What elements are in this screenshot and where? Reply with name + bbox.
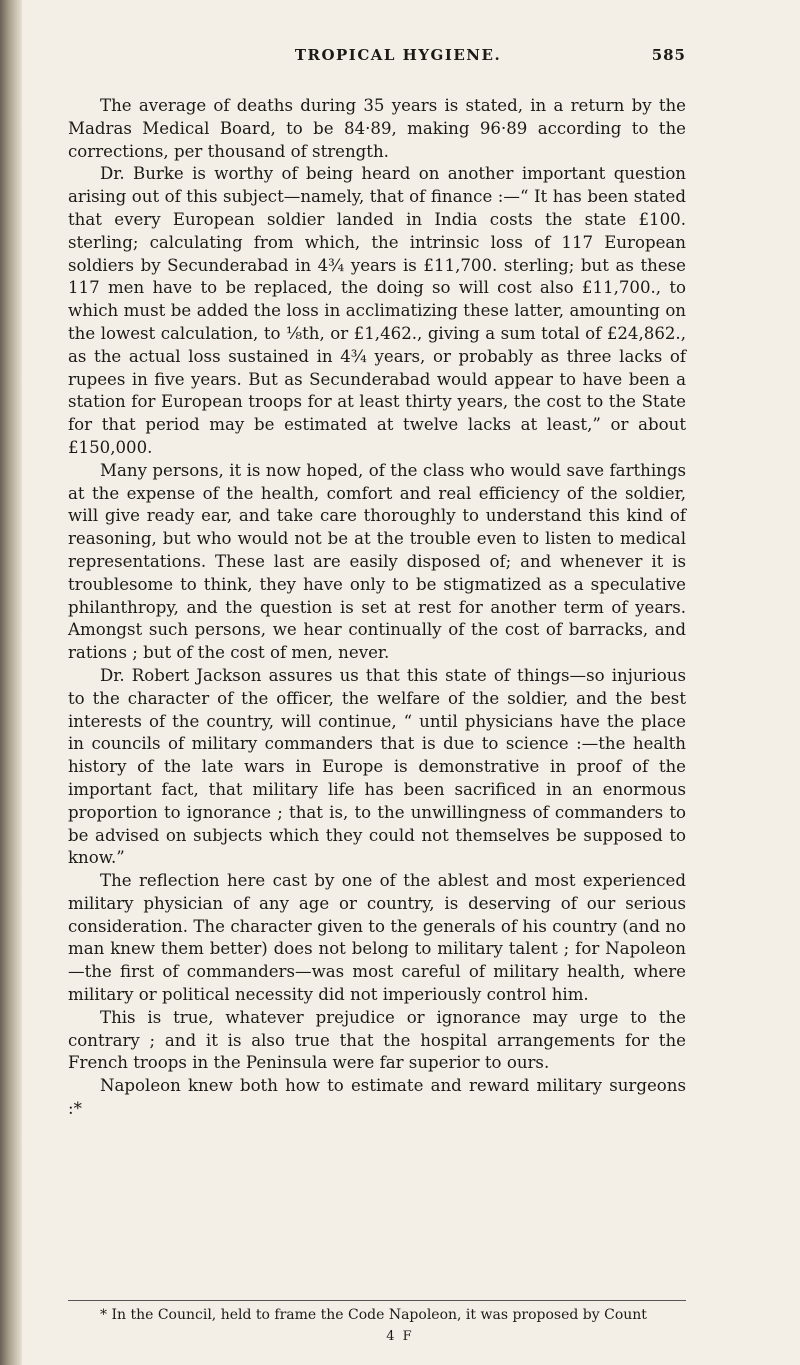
binding-gutter xyxy=(0,0,22,1365)
printer-signature: 4 F xyxy=(386,1329,414,1344)
footnote-divider xyxy=(68,1300,686,1301)
paragraph: The average of deaths during 35 years is stated, in a return by the Madras Medical Board, to be 84·89, making 96·89 according to the corrections, per thousand of strength. xyxy=(68,96,686,161)
footnote xyxy=(68,1306,686,1324)
page-number: 585 xyxy=(651,46,686,64)
paragraph: This is true, whatever prejudice or ignorance may urge to the contrary ; and it is also true that the hospital arrangements for the French troops in the Peninsula were far superior to ours. xyxy=(68,1007,686,1073)
paragraph: Many persons, it is now hoped, of the class who would save farthings at the expense of the health, comfort and real efficiency of the soldier, will give ready ear, and take care thoroughly to understand this kind of reasoning, but who would not be at the trouble even to listen to medical representations. These last are easily disposed of; and whenever it is troublesome to think, they have only to be stigmatized as a speculative philanthropy, and the question is set at rest for another term of years. Amongst such persons, we hear continually of the cost of barracks, and rations ; but of the cost of men, never. xyxy=(68,460,686,663)
body-text xyxy=(68,95,686,1121)
page-header xyxy=(110,46,686,70)
paragraph: Dr. Burke is worthy of being heard on another important question arising out of this subject—namely, that of finance :—“ It has been stated that every European soldier landed in India costs the state £100. sterling; calculating from which, the intrinsic loss of 117 European soldiers by Secunderabad in 4¾ years is £11,700. sterling; but as these 117 men have to be replaced, the doing so will cost also £11,700., to which must be added the loss in acclimatizing these latter, amounting on the lowest calculation, to ⅛th, or £1,462., giving a sum total of £24,862., as the actual loss sustained in 4¾ years, or probably as three lacks of rupees in five years. But as Secunderabad would appear to have been a station for European troops for at least thirty years, the cost to the State for that period may be estimated at twelve lacks at least,” or about £150,000. xyxy=(68,164,686,457)
paragraph: The reflection here cast by one of the ablest and most experienced military physician of any age or country, is deserving of our serious consideration. The character given to the generals of his country (and no man knew them better) does not belong to military talent ; for Napoleon—the first of commanders—was most careful of military health, where military or political necessity did not imperiously control him. xyxy=(68,871,686,1005)
footnote-text: * In the Council, held to frame the Code Napoleon, it was proposed by Count xyxy=(100,1307,647,1323)
running-head: TROPICAL HYGIENE. xyxy=(294,46,502,64)
paragraph: Napoleon knew both how to estimate and reward military surgeons :* xyxy=(68,1076,686,1119)
paragraph: Dr. Robert Jackson assures us that this state of things—so injurious to the character of the officer, the welfare of the soldier, and the best interests of the country, will continue, “ until physicians have the place in councils of military commanders that is due to science :—the health history of the late wars in Europe is demonstrative in proof of the important fact, that military life has been sacrificed in an enormous proportion to ignorance ; that is, to the unwillingness of commanders to be advised on subjects which they could not themselves be supposed to know.” xyxy=(68,665,686,868)
